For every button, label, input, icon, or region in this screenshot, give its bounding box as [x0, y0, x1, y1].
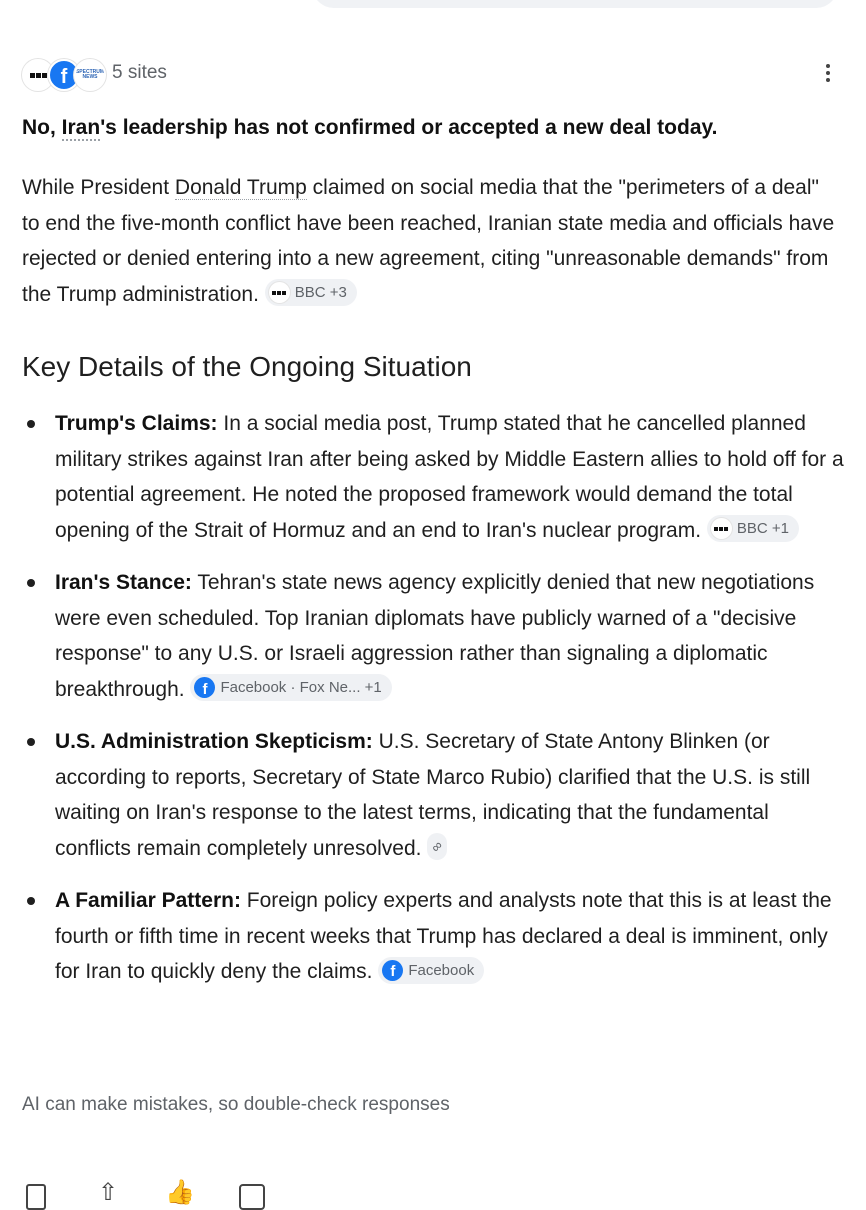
bullet-icon	[27, 420, 35, 428]
feedback-icon[interactable]	[238, 1178, 266, 1206]
citation-chip-bbc[interactable]: BBC +1	[707, 515, 799, 542]
list-item	[0, 724, 845, 866]
bbc-icon	[269, 282, 290, 303]
bullet-title: Trump's Claims:	[55, 412, 218, 435]
donald-trump-entity-link[interactable]: Donald Trump	[174, 176, 307, 199]
more-vert-icon[interactable]	[818, 60, 838, 86]
facebook-icon: f	[382, 960, 403, 981]
bullet-icon	[27, 738, 35, 746]
sources-count[interactable]: 5 sites	[112, 62, 167, 83]
bullet-text: U.S. Secretary of State Antony Blinken (or according to reports, Secretary of State Marco Rubio) clarified that the U.S. is still waiting on Iran's response to the latest terms, indicating that the fundamental conflicts remain completely unresolved.	[55, 730, 811, 860]
citation-link-chip[interactable]	[427, 833, 447, 860]
thumbs-up-icon[interactable]: 👍	[165, 1179, 195, 1206]
answer-headline: No, Iran's leadership has not confirmed or accepted a new deal today.	[22, 116, 718, 139]
sources-row[interactable]	[22, 56, 844, 90]
answer-paragraph: While President Donald Trump claimed on social media that the "perimeters of a deal" to end the five-month conflict have been reached, Iranian state media and officials have rejected or denied entering into a new agreement, citing "unreasonable demands" from the Trump administration. BBC +3	[22, 176, 835, 306]
list-item	[0, 883, 845, 990]
list-item	[0, 565, 845, 707]
facebook-icon: f	[48, 59, 80, 91]
bullet-icon	[27, 579, 35, 587]
action-bar	[22, 1178, 266, 1208]
bullet-title: U.S. Administration Skepticism:	[55, 730, 373, 753]
link-icon: ∞	[427, 837, 446, 856]
copy-icon[interactable]	[22, 1178, 50, 1206]
bullet-text: Tehran's state news agency explicitly denied that new negotiations were even scheduled. Top Iranian diplomats have publicly warned of a "decisive response" to any U.S. or Israeli aggression rather than signaling a diplomatic breakthrough.	[55, 571, 815, 701]
bullet-title: A Familiar Pattern:	[55, 889, 241, 912]
bullet-text: Foreign policy experts and analysts note that this is at least the fourth or fifth time in recent weeks that Trump has declared a deal is imminent, only for Iran to quickly deny the claims.	[55, 889, 832, 983]
citation-chip-bbc[interactable]: BBC +3	[265, 279, 357, 306]
spectrum-news-icon: SPECTRUM NEWS	[74, 59, 106, 91]
facebook-icon: f	[194, 677, 215, 698]
bbc-icon	[711, 518, 732, 539]
citation-chip-facebook-fox[interactable]: f Facebook · Fox Ne... +1	[190, 674, 391, 701]
search-bar-remnant[interactable]	[312, 0, 838, 8]
key-details-list	[0, 406, 866, 1007]
citation-chip-facebook[interactable]: f Facebook	[378, 957, 484, 984]
section-title: Key Details of the Ongoing Situation	[22, 351, 472, 382]
list-item	[0, 406, 845, 548]
share-icon[interactable]: ⇧	[97, 1179, 119, 1206]
ai-disclaimer: AI can make mistakes, so double-check responses	[22, 1094, 450, 1115]
bullet-icon	[27, 897, 35, 905]
source-favicons[interactable]	[22, 58, 105, 88]
iran-entity-link[interactable]: Iran	[61, 116, 101, 139]
bullet-title: Iran's Stance:	[55, 571, 192, 594]
bullet-text: In a social media post, Trump stated that he cancelled planned military strikes against Iran after being asked by Middle Eastern allies to hold off for a potential agreement. He noted the proposed framework would demand the total opening of the Strait of Hormuz and an end to Iran's nuclear program.	[55, 412, 844, 542]
